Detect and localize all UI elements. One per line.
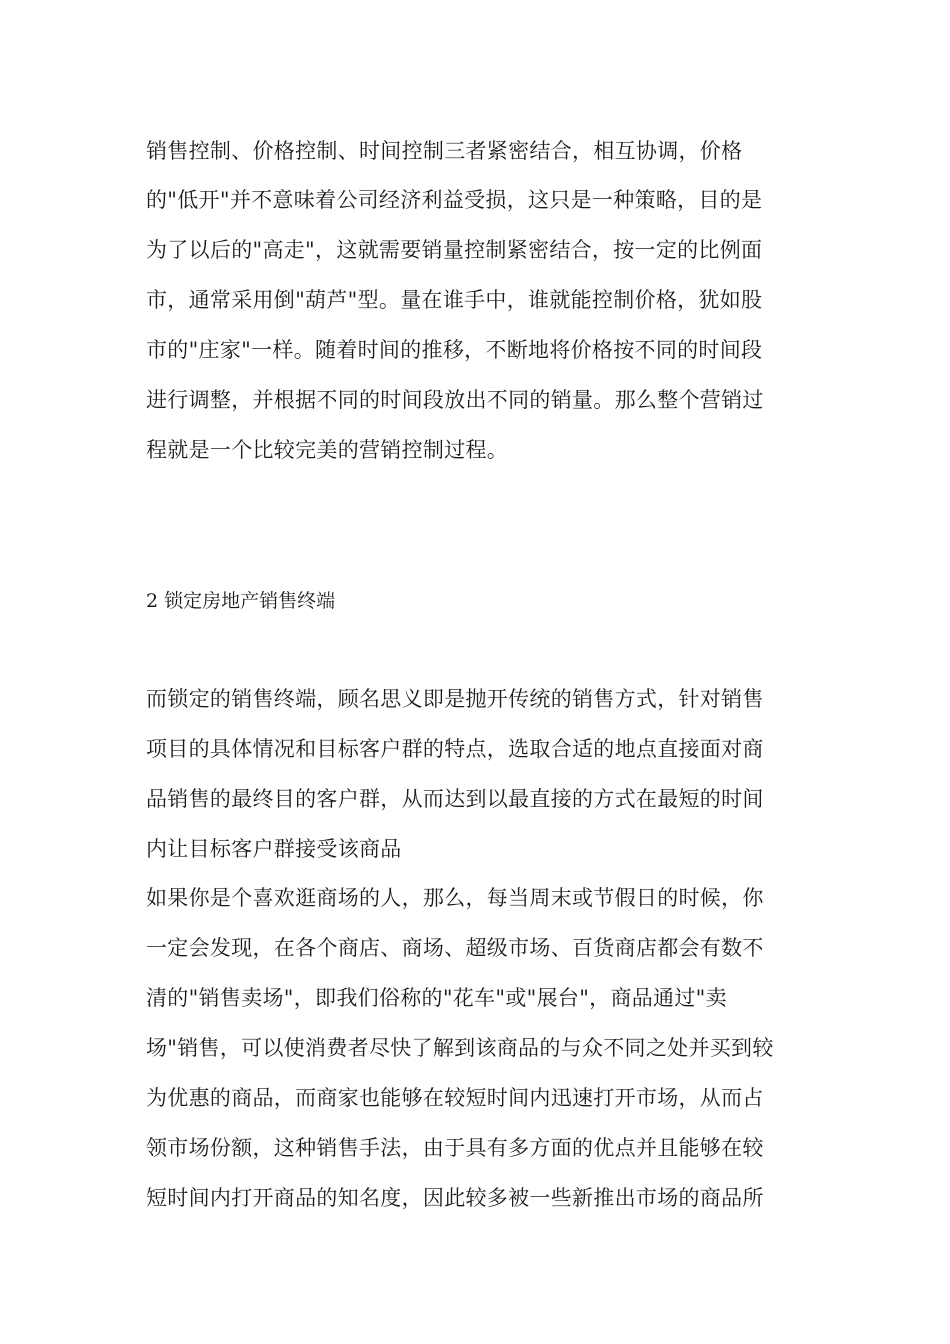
text-line: 进行调整，并根据不同的时间段放出不同的销量。那么整个营销过	[146, 388, 764, 412]
text-line: 为优惠的商品，而商家也能够在较短时间内迅速打开市场，从而占	[146, 1086, 764, 1110]
text-line: 一定会发现，在各个商店、商场、超级市场、百货商店都会有数不	[146, 936, 764, 960]
text-line: 为了以后的"高走"，这就需要销量控制紧密结合，按一定的比例面	[146, 238, 763, 262]
text-line: 市，通常采用倒"葫芦"型。量在谁手中，谁就能控制价格，犹如股	[146, 288, 763, 312]
section-heading: 2 锁定房地产销售终端	[146, 590, 336, 612]
text-line: 的"低开"并不意味着公司经济利益受损，这只是一种策略，目的是	[146, 188, 763, 212]
text-line: 短时间内打开商品的知名度，因此较多被一些新推出市场的商品所	[146, 1186, 764, 1210]
text-line: 如果你是个喜欢逛商场的人，那么，每当周末或节假日的时候，你	[146, 886, 764, 910]
text-line: 销售控制、价格控制、时间控制三者紧密结合，相互协调，价格	[146, 139, 743, 163]
text-line: 而锁定的销售终端，顾名思义即是抛开传统的销售方式，针对销售	[146, 687, 764, 711]
text-line: 市的"庄家"一样。随着时间的推移，不断地将价格按不同的时间段	[146, 338, 763, 362]
text-line: 项目的具体情况和目标客户群的特点，选取合适的地点直接面对商	[146, 737, 764, 761]
text-line: 领市场份额，这种销售手法，由于具有多方面的优点并且能够在较	[146, 1136, 764, 1160]
text-line: 内让目标客户群接受该商品	[146, 837, 402, 861]
text-line: 品销售的最终目的客户群，从而达到以最直接的方式在最短的时间	[146, 787, 764, 811]
text-line: 场"销售，可以使消费者尽快了解到该商品的与众不同之处并买到较	[146, 1036, 774, 1060]
text-line: 程就是一个比较完美的营销控制过程。	[146, 438, 509, 462]
text-line: 清的"销售卖场"，即我们俗称的"花车"或"展台"，商品通过"卖	[146, 986, 727, 1010]
